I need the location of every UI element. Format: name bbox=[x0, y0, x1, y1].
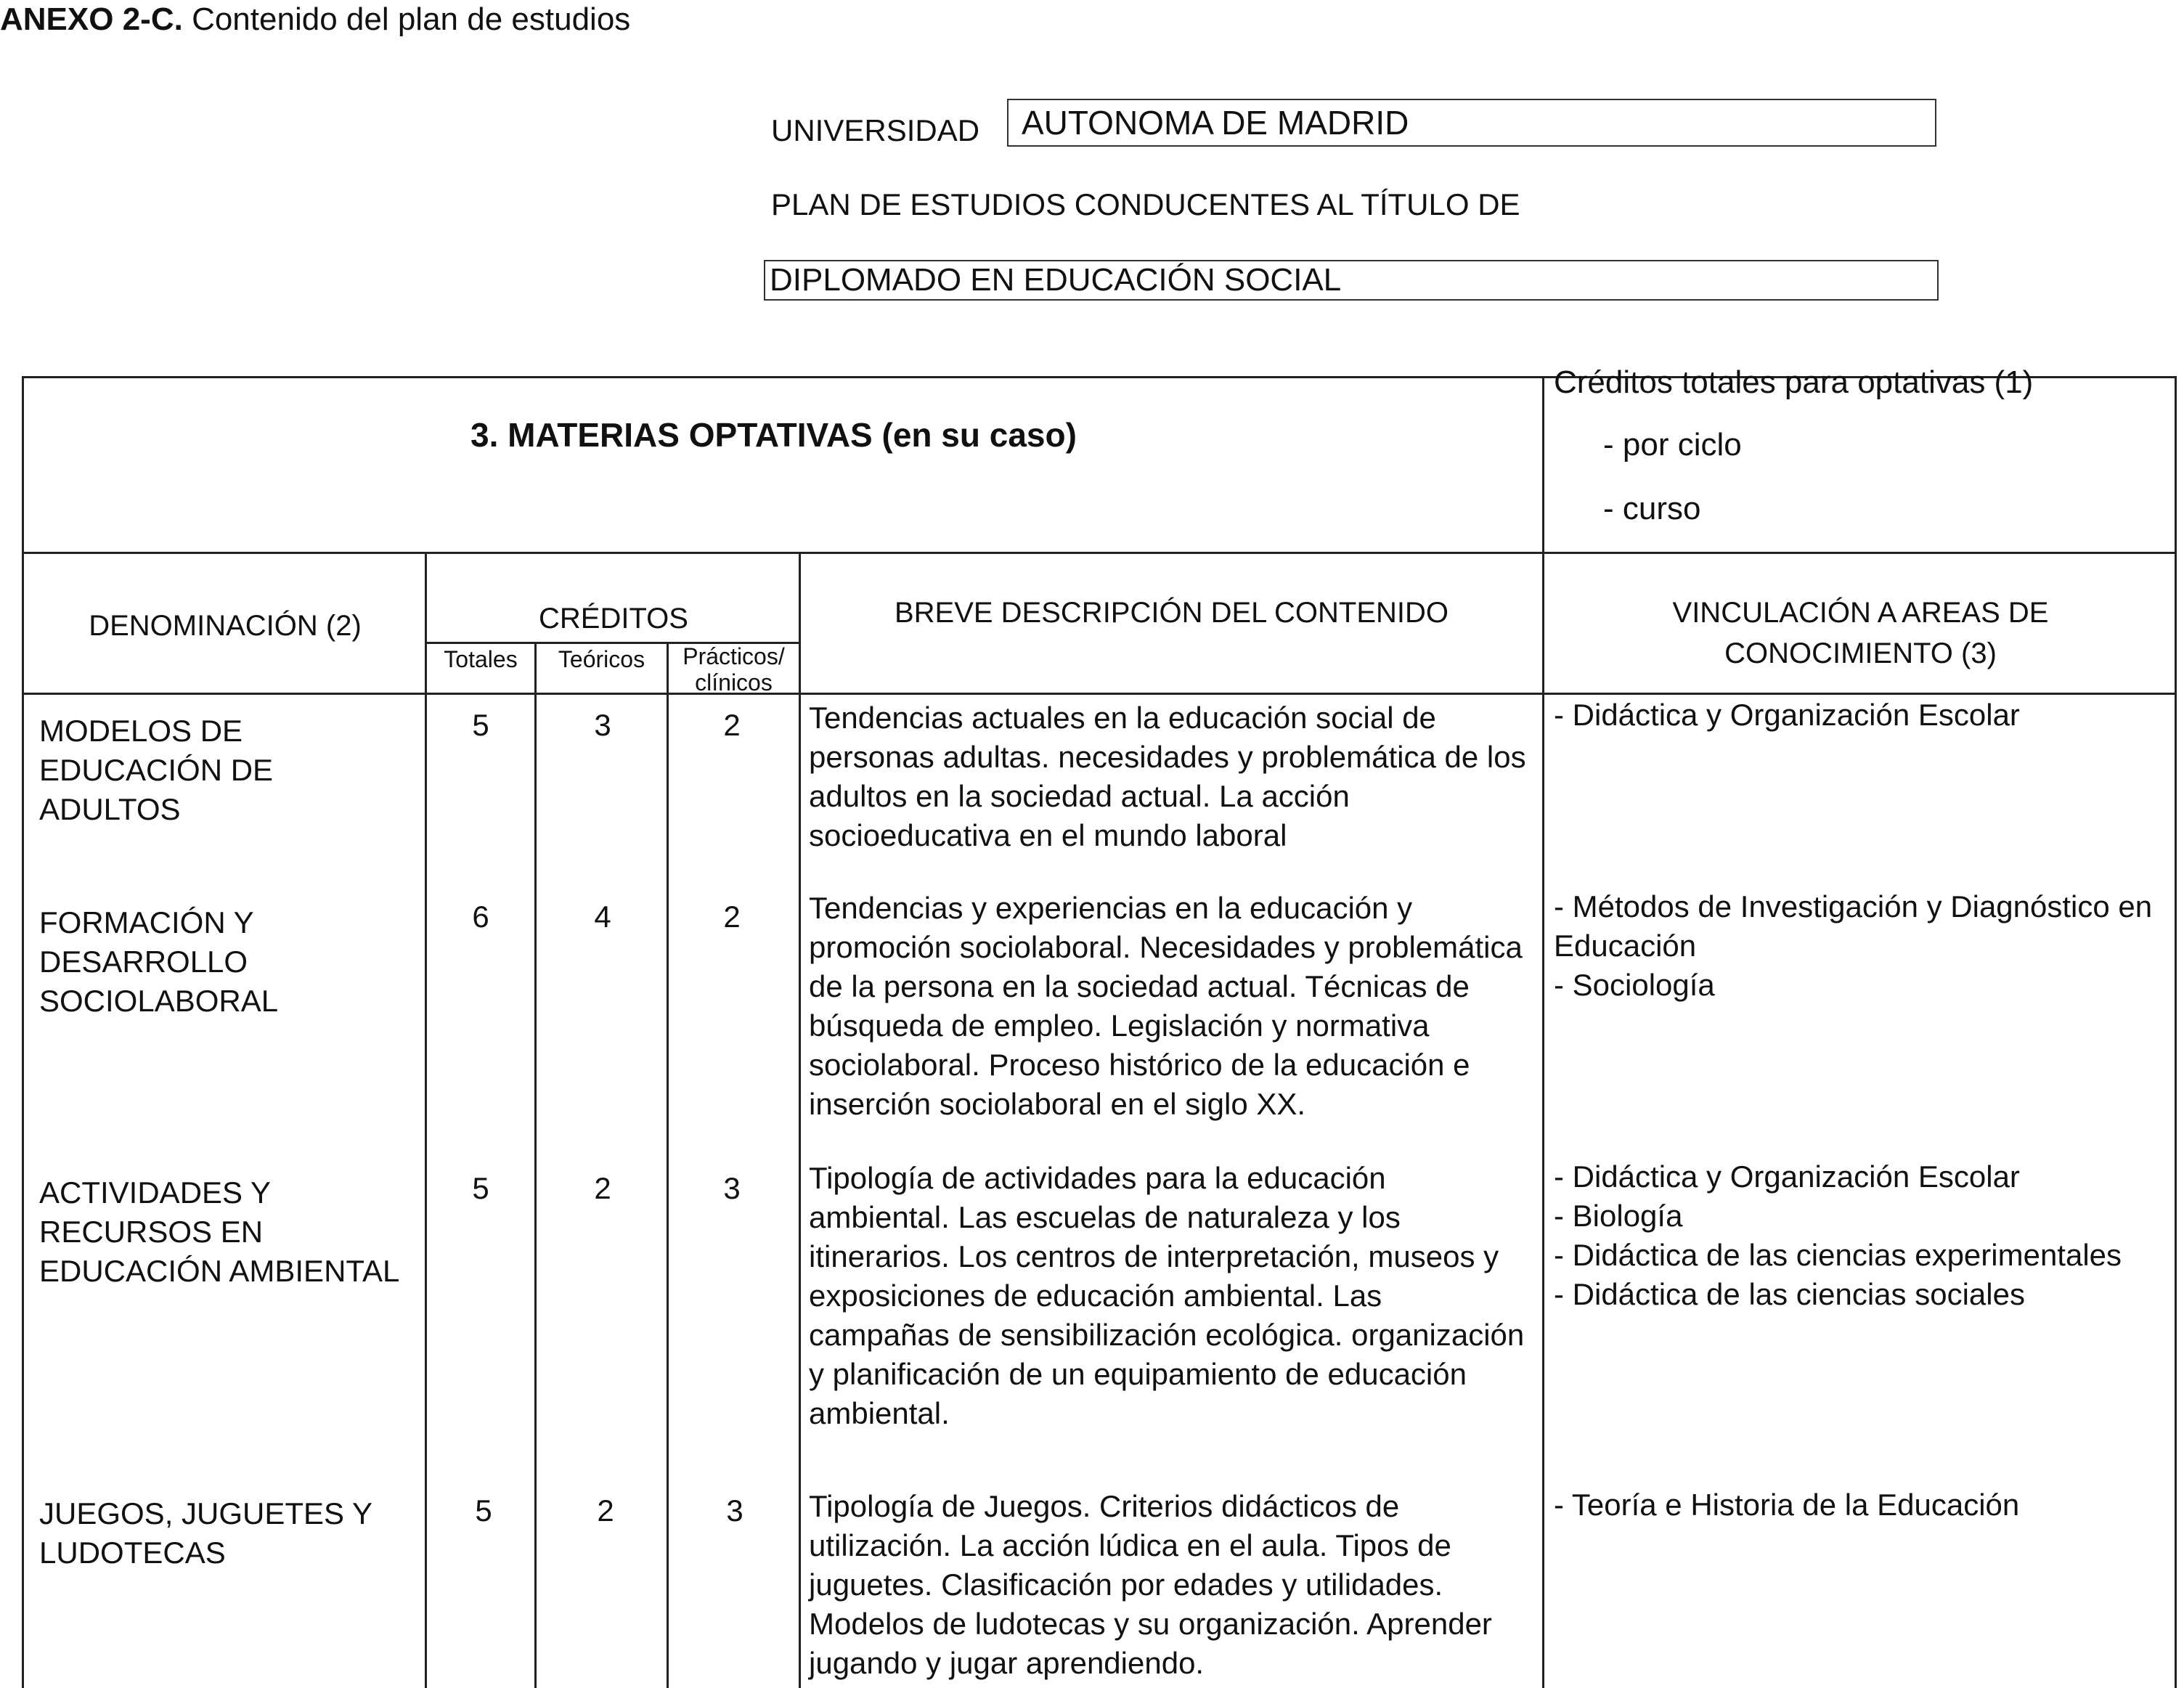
row-1-areas bbox=[1554, 696, 2178, 735]
row-4-practicos: 3 bbox=[726, 1493, 743, 1528]
row-3-name-line: RECURSOS EN bbox=[39, 1215, 264, 1249]
row-4-teoricos: 2 bbox=[597, 1493, 614, 1528]
row-4-name-line: LUDOTECAS bbox=[39, 1536, 226, 1570]
row-1-desc-line: socioeducativa en el mundo laboral bbox=[809, 818, 1287, 852]
col-divider-totales bbox=[534, 642, 537, 1688]
university-field: AUTONOMA DE MADRID bbox=[1007, 99, 1936, 147]
col-divider-name bbox=[425, 552, 427, 1688]
col-divider-desc bbox=[1542, 552, 1544, 1688]
row-3-area-line: - Didáctica de las ciencias experimentales bbox=[1554, 1238, 2122, 1272]
row-2-desc-line: inserción sociolaboral en el siglo XX. bbox=[809, 1087, 1306, 1121]
table-divider-optativas bbox=[1542, 376, 1544, 552]
row-3-desc-line: itinerarios. Los centros de interpretación, museos y bbox=[809, 1239, 1499, 1273]
row-3-desc-line: exposiciones de educación ambiental. Las bbox=[809, 1279, 1382, 1313]
row-1-desc-line: personas adultas. necesidades y problemática de los bbox=[809, 740, 1526, 774]
row-3-desc-line: ambiental. Las escuelas de naturaleza y los bbox=[809, 1200, 1401, 1234]
col-header-desc: BREVE DESCRIPCIÓN DEL CONTENIDO bbox=[894, 597, 1449, 629]
col-header-practicos-line1: Prácticos/ bbox=[682, 643, 785, 669]
optativas-curso: - curso bbox=[1603, 491, 1701, 526]
row-3-area-line: - Didáctica y Organización Escolar bbox=[1554, 1159, 2020, 1194]
row-2-desc-line: sociolaboral. Proceso histórico de la educación e bbox=[809, 1048, 1470, 1082]
row-2-totales: 6 bbox=[472, 900, 489, 934]
row-3-practicos: 3 bbox=[723, 1171, 741, 1205]
row-4-areas bbox=[1554, 1485, 2178, 1525]
col-header-areas bbox=[1544, 592, 2177, 674]
table-row-1-name bbox=[39, 712, 417, 829]
table-row-3-name bbox=[39, 1173, 417, 1291]
row-4-desc-line: Modelos de ludotecas y su organización. Aprender bbox=[809, 1607, 1492, 1641]
annex-label: ANEXO 2-C. bbox=[0, 1, 183, 37]
row-1-area-line: - Didáctica y Organización Escolar bbox=[1554, 698, 2020, 732]
row-1-name-line: ADULTOS bbox=[39, 792, 181, 826]
optativas-por-ciclo: - por ciclo bbox=[1603, 427, 1742, 462]
degree-field: DIPLOMADO EN EDUCACIÓN SOCIAL bbox=[764, 260, 1939, 301]
row-2-area-line: Educación bbox=[1554, 929, 1697, 963]
row-2-areas bbox=[1554, 887, 2178, 1005]
row-4-desc-line: juguetes. Clasificación por edades y utilidades. bbox=[809, 1567, 1443, 1602]
col-header-areas-line1: VINCULACIÓN A AREAS DE bbox=[1672, 597, 2049, 629]
row-3-teoricos: 2 bbox=[594, 1171, 611, 1205]
row-3-name-line: ACTIVIDADES Y bbox=[39, 1175, 271, 1210]
row-1-name-line: EDUCACIÓN DE bbox=[39, 753, 274, 787]
row-1-description bbox=[809, 698, 1535, 855]
optativas-credits-title: Créditos totales para optativas (1) bbox=[1554, 364, 2034, 400]
row-4-totales: 5 bbox=[475, 1493, 492, 1528]
row-2-desc-line: promoción sociolaboral. Necesidades y problemática bbox=[809, 930, 1523, 964]
row-3-name-line: EDUCACIÓN AMBIENTAL bbox=[39, 1254, 400, 1288]
plan-label: PLAN DE ESTUDIOS CONDUCENTES AL TÍTULO DE bbox=[771, 187, 1520, 221]
university-label: UNIVERSIDAD bbox=[771, 113, 980, 147]
row-4-desc-line: jugando y jugar aprendiendo. bbox=[809, 1646, 1205, 1680]
row-3-desc-line: campañas de sensibilización ecológica. organización bbox=[809, 1318, 1525, 1352]
table-row-2-name bbox=[39, 903, 417, 1021]
annex-title: Contenido del plan de estudios bbox=[192, 1, 631, 37]
row-3-totales: 5 bbox=[472, 1171, 489, 1205]
row-2-description bbox=[809, 889, 1535, 1124]
annex-heading bbox=[0, 0, 630, 39]
col-header-practicos-line2: clínicos bbox=[695, 669, 773, 696]
row-2-practicos: 2 bbox=[723, 900, 741, 934]
col-header-credits: CRÉDITOS bbox=[539, 603, 688, 635]
col-header-totales: Totales bbox=[444, 646, 518, 672]
row-2-desc-line: Tendencias y experiencias en la educación y bbox=[809, 891, 1413, 925]
row-3-desc-line: Tipología de actividades para la educación bbox=[809, 1161, 1386, 1195]
section-title: 3. MATERIAS OPTATIVAS (en su caso) bbox=[470, 416, 1077, 454]
row-1-desc-line: adultos en la sociedad actual. La acción bbox=[809, 779, 1350, 813]
table-row-4-name bbox=[39, 1494, 417, 1573]
row-1-name-line: MODELOS DE bbox=[39, 714, 243, 748]
row-1-totales: 5 bbox=[472, 708, 489, 742]
row-3-desc-line: y planificación de un equipamiento de educación bbox=[809, 1357, 1467, 1391]
table-divider-section bbox=[22, 552, 2177, 554]
row-2-name-line: FORMACIÓN Y bbox=[39, 905, 254, 939]
row-4-description bbox=[809, 1487, 1535, 1683]
row-3-desc-line: ambiental. bbox=[809, 1396, 950, 1430]
col-header-name: DENOMINACIÓN (2) bbox=[89, 610, 362, 642]
row-3-areas bbox=[1554, 1157, 2178, 1314]
col-header-areas-line2: CONOCIMIENTO (3) bbox=[1724, 637, 1997, 669]
col-header-teoricos: Teóricos bbox=[558, 646, 645, 672]
row-4-area-line: - Teoría e Historia de la Educación bbox=[1554, 1488, 2020, 1522]
row-3-description bbox=[809, 1159, 1535, 1433]
row-2-name-line: SOCIOLABORAL bbox=[39, 984, 279, 1018]
row-4-desc-line: utilización. La acción lúdica en el aula. Tipos de bbox=[809, 1528, 1451, 1562]
row-1-practicos: 2 bbox=[723, 708, 741, 742]
table-divider-header bbox=[22, 693, 2177, 695]
row-1-teoricos: 3 bbox=[594, 708, 611, 742]
row-4-desc-line: Tipología de Juegos. Criterios didácticos de bbox=[809, 1489, 1400, 1523]
row-3-area-line: - Biología bbox=[1554, 1199, 1683, 1233]
row-2-desc-line: búsqueda de empleo. Legislación y normativa bbox=[809, 1008, 1430, 1043]
col-header-practicos bbox=[669, 643, 799, 696]
row-2-name-line: DESARROLLO bbox=[39, 945, 248, 979]
row-1-desc-line: Tendencias actuales en la educación social de bbox=[809, 701, 1436, 735]
row-3-area-line: - Didáctica de las ciencias sociales bbox=[1554, 1277, 2025, 1311]
col-divider-teoricos bbox=[667, 642, 669, 1688]
col-divider-practicos bbox=[799, 552, 801, 1688]
row-2-desc-line: de la persona en la sociedad actual. Técnicas de bbox=[809, 969, 1470, 1003]
row-2-area-line: - Métodos de Investigación y Diagnóstico en bbox=[1554, 889, 2153, 923]
row-2-area-line: - Sociología bbox=[1554, 968, 1715, 1002]
row-4-name-line: JUEGOS, JUGUETES Y bbox=[39, 1496, 372, 1530]
row-2-teoricos: 4 bbox=[594, 900, 611, 934]
